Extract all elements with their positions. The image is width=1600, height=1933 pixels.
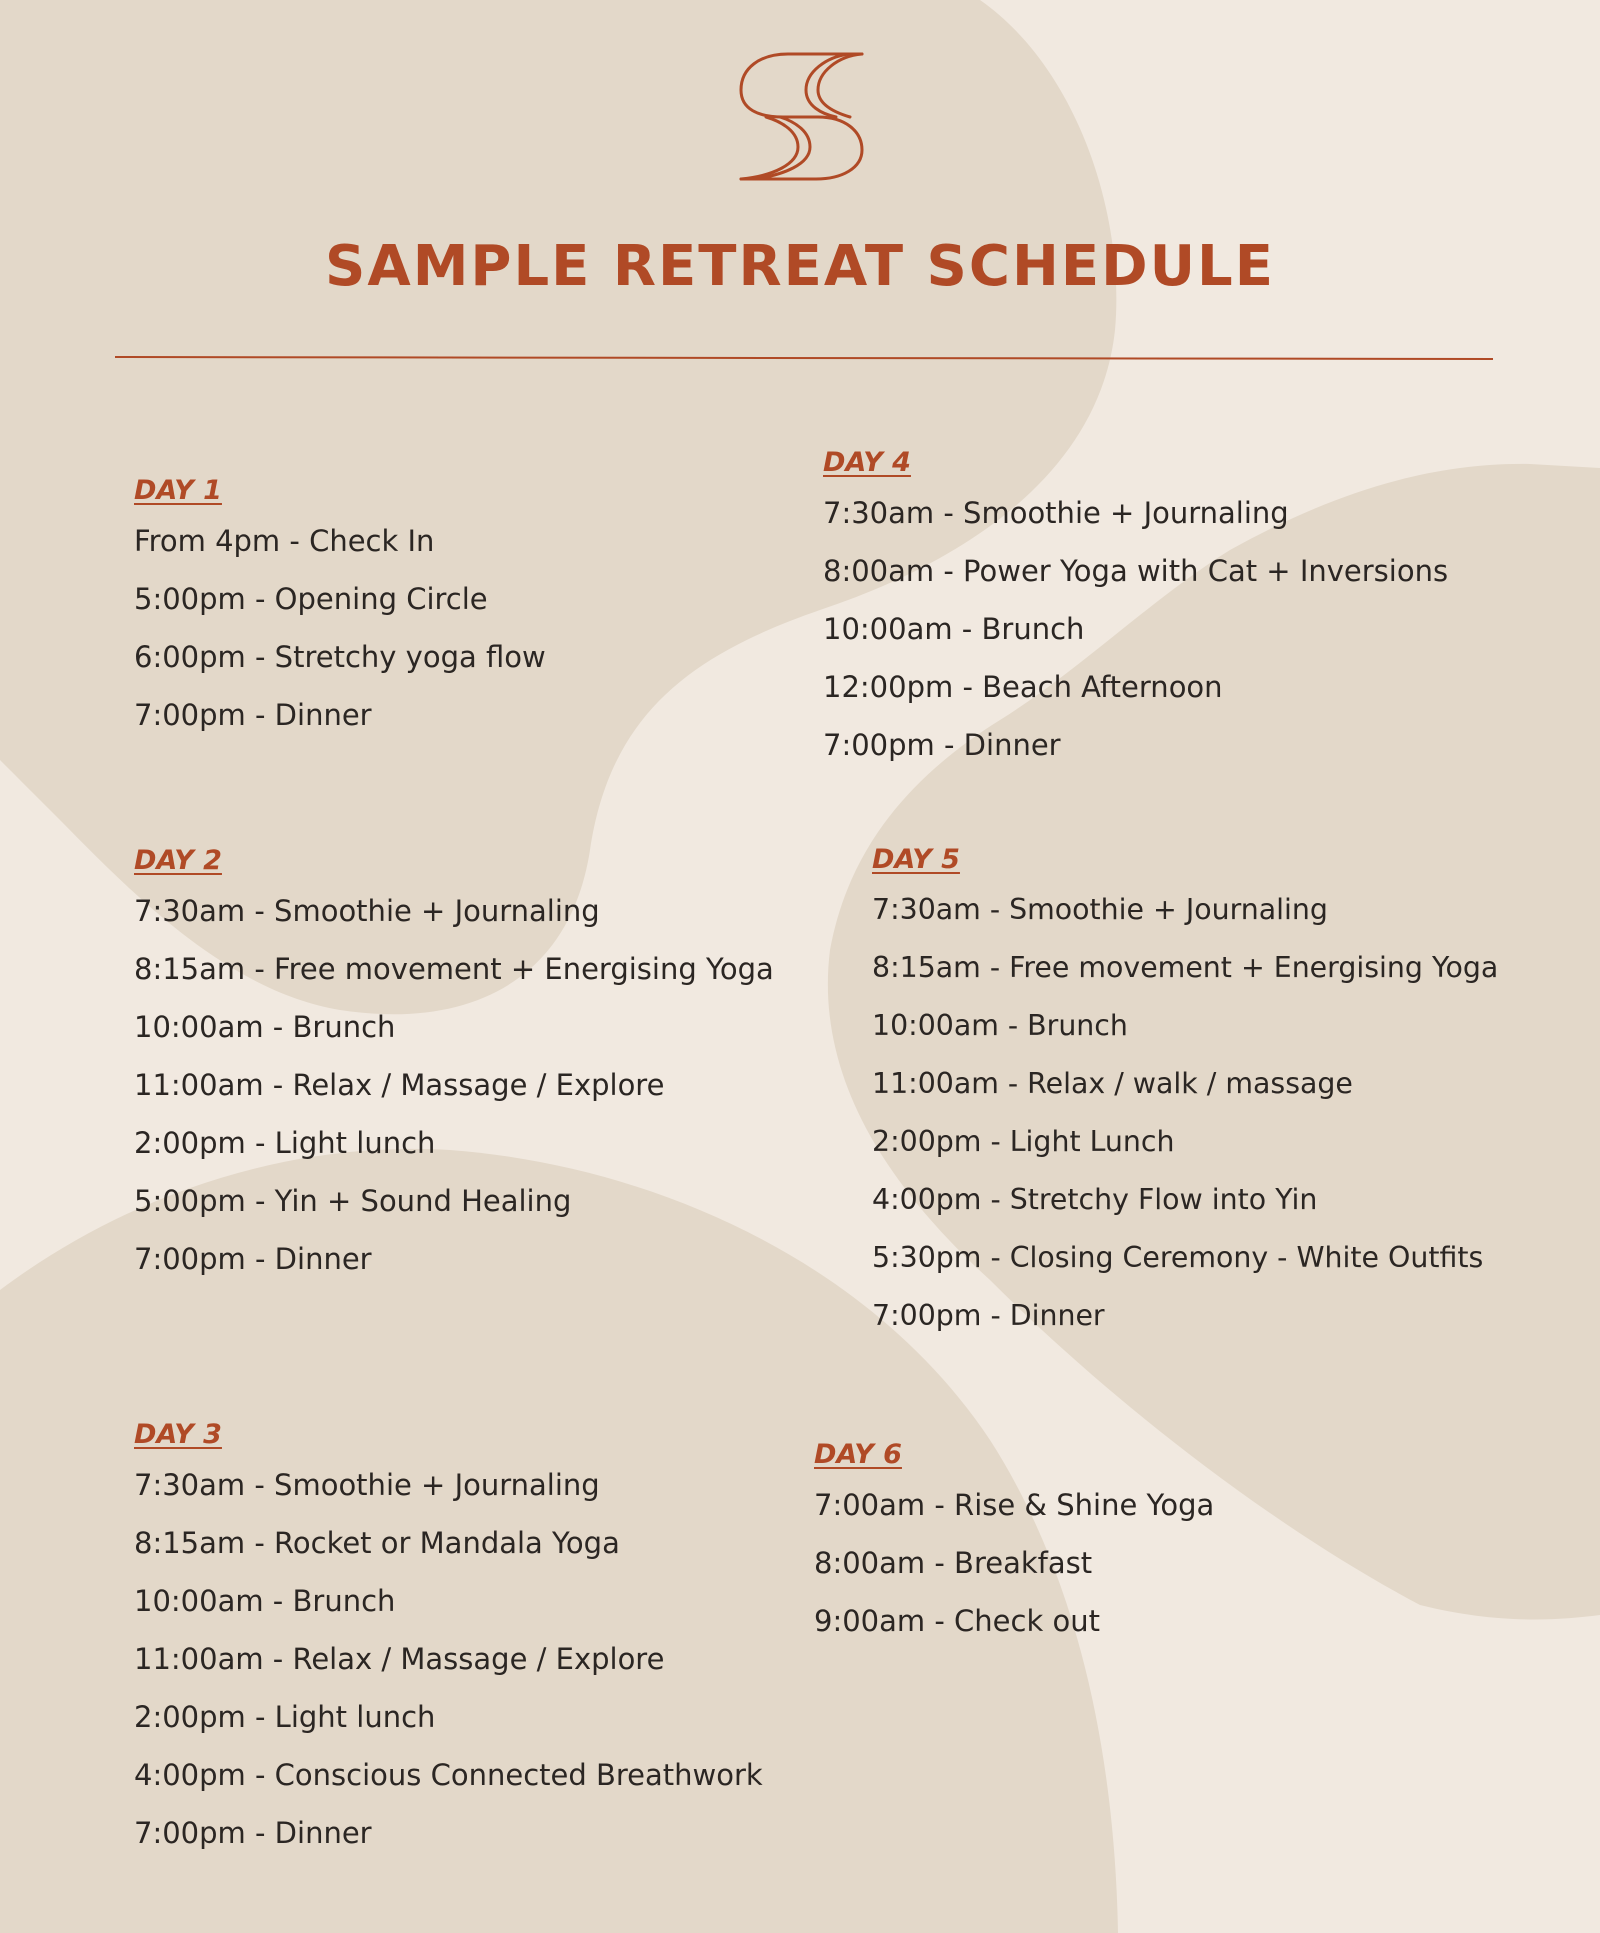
stylized-s-logo-icon (738, 52, 868, 182)
day-label: DAY 1 (134, 475, 222, 506)
day-6-section (814, 1434, 1214, 1650)
schedule-item: 2:00pm - Light Lunch (872, 1125, 1175, 1158)
schedule-item: 7:00pm - Dinner (134, 1242, 372, 1276)
schedule-item: 8:00am - Power Yoga with Cat + Inversions (823, 554, 1449, 588)
schedule-item: 2:00pm - Light lunch (134, 1700, 436, 1734)
schedule-item: 4:00pm - Conscious Connected Breathwork (134, 1758, 763, 1792)
schedule-item: 8:15am - Free movement + Energising Yoga (872, 951, 1499, 984)
schedule-item: 5:30pm - Closing Ceremony - White Outfits (872, 1241, 1484, 1274)
schedule-item: 8:15am - Free movement + Energising Yoga (134, 952, 774, 986)
schedule-item: 8:00am - Breakfast (814, 1546, 1093, 1580)
schedule-item: 11:00am - Relax / Massage / Explore (134, 1642, 665, 1676)
day-label: DAY 4 (823, 447, 911, 478)
day-2-section (134, 840, 774, 1288)
day-3-section (134, 1414, 763, 1862)
day-label: DAY 3 (134, 1419, 222, 1450)
day-label: DAY 2 (134, 845, 222, 876)
schedule-item: 9:00am - Check out (814, 1604, 1100, 1638)
schedule-item: 7:00pm - Dinner (134, 698, 372, 732)
schedule-item: 10:00am - Brunch (134, 1584, 396, 1618)
schedule-item: From 4pm - Check In (134, 524, 435, 558)
schedule-item: 7:00am - Rise & Shine Yoga (814, 1488, 1215, 1522)
schedule-item: 7:00pm - Dinner (872, 1299, 1105, 1332)
schedule-item: 10:00am - Brunch (823, 612, 1085, 646)
schedule-item: 6:00pm - Stretchy yoga flow (134, 640, 546, 674)
day-label: DAY 6 (814, 1439, 902, 1470)
schedule-item: 7:00pm - Dinner (823, 728, 1061, 762)
schedule-item: 8:15am - Rocket or Mandala Yoga (134, 1526, 620, 1560)
schedule-item: 10:00am - Brunch (134, 1010, 396, 1044)
page-title: SAMPLE RETREAT SCHEDULE (325, 234, 1275, 299)
schedule-item: 5:00pm - Opening Circle (134, 582, 488, 616)
schedule-item: 11:00am - Relax / Massage / Explore (134, 1068, 665, 1102)
schedule-item: 7:00pm - Dinner (134, 1816, 372, 1850)
schedule-item: 10:00am - Brunch (872, 1009, 1128, 1042)
schedule-item: 7:30am - Smoothie + Journaling (134, 894, 600, 928)
schedule-item: 7:30am - Smoothie + Journaling (823, 496, 1289, 530)
schedule-item: 11:00am - Relax / walk / massage (872, 1067, 1353, 1100)
day-4-section (823, 442, 1448, 774)
schedule-item: 4:00pm - Stretchy Flow into Yin (872, 1183, 1318, 1216)
day-1-section (134, 470, 546, 744)
schedule-item: 7:30am - Smoothie + Journaling (872, 893, 1328, 926)
day-label: DAY 5 (872, 844, 960, 875)
schedule-item: 12:00pm - Beach Afternoon (823, 670, 1223, 704)
schedule-item: 7:30am - Smoothie + Journaling (134, 1468, 600, 1502)
schedule-item: 5:00pm - Yin + Sound Healing (134, 1184, 572, 1218)
day-5-section (872, 839, 1498, 1345)
schedule-item: 2:00pm - Light lunch (134, 1126, 436, 1160)
